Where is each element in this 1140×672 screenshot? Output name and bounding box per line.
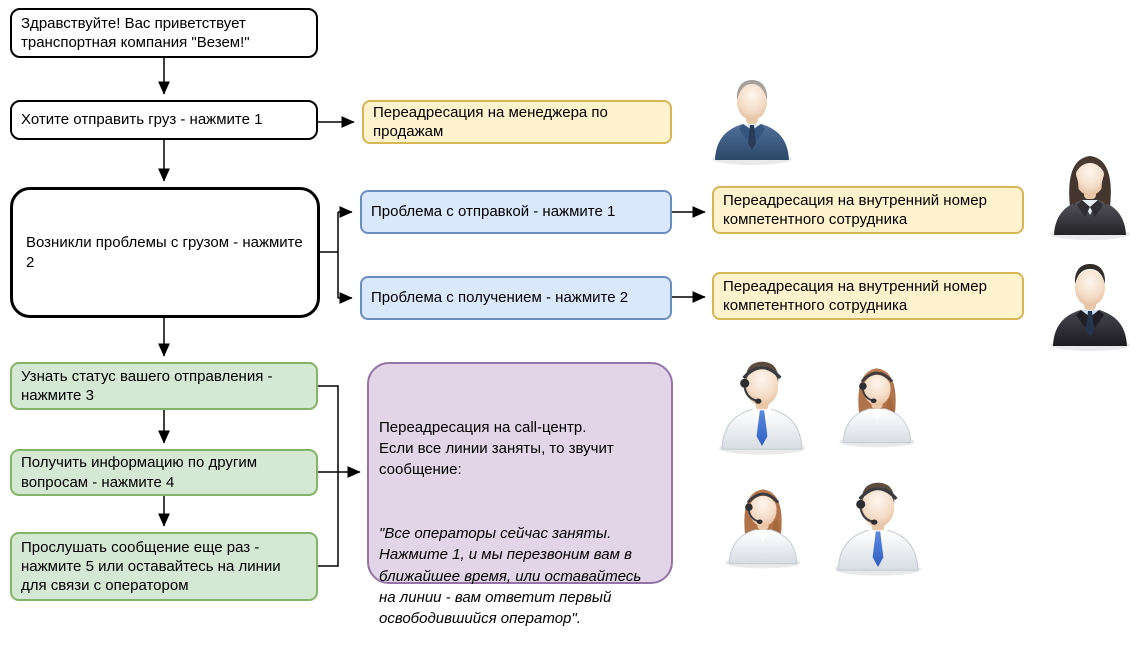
- female-operator-headset-icon: [830, 352, 924, 458]
- node-label: Переадресация на внутренний номер компетентного сотрудника: [723, 277, 992, 314]
- node-repeat-message: [10, 532, 318, 601]
- callcenter-quote-text: "Все операторы сейчас заняты. Нажмите 1, и мы перезвоним вам в ближайшее время, или оставайтесь на линии - вам ответит первый освободившийся оператор".: [379, 525, 642, 628]
- employee-female-icon: [1040, 140, 1140, 250]
- node-forward-sales: [362, 100, 672, 144]
- node-label: Переадресация на менеджера по продажам: [373, 103, 613, 140]
- node-greeting: [10, 8, 318, 58]
- node-send-cargo: [10, 100, 318, 140]
- male-operator-headset-icon: [824, 464, 932, 590]
- node-problem-send: [360, 190, 672, 234]
- node-forward-internal-top: [712, 186, 1024, 234]
- node-label: Узнать статус вашего отправления - нажмите 3: [21, 367, 277, 404]
- node-label: Проблема с отправкой - нажмите 1: [371, 203, 616, 221]
- node-callcenter: [367, 362, 673, 628]
- node-label: Возникли проблемы с грузом - нажмите 2: [26, 234, 307, 271]
- node-other-questions: [10, 449, 318, 496]
- male-operator-headset-icon: [708, 346, 816, 466]
- node-problem-receive: [360, 276, 672, 320]
- node-forward-internal-bottom: [712, 272, 1024, 320]
- node-label: Переадресация на внутренний номер компетентного сотрудника: [723, 191, 992, 228]
- employee-male-icon: [1040, 250, 1140, 362]
- node-cargo-problem: [10, 187, 320, 318]
- node-label: Проблема с получением - нажмите 2: [371, 289, 629, 307]
- node-status-request: [10, 362, 318, 410]
- node-label: Хотите отправить груз - нажмите 1: [21, 111, 263, 129]
- callcenter-intro-text: Переадресация на call-центр. Если все линии заняты, то звучит сообщение:: [379, 418, 614, 479]
- sales-manager-icon: [702, 70, 802, 170]
- female-operator-headset-icon: [716, 470, 810, 582]
- node-label: Здравствуйте! Вас приветствует транспортная компания "Везем!": [21, 14, 250, 51]
- node-label: Получить информацию по другим вопросам - нажмите 4: [21, 454, 262, 491]
- node-label: Прослушать сообщение еще раз - нажмите 5 или оставайтесь на линии для связи с оператором: [21, 538, 289, 595]
